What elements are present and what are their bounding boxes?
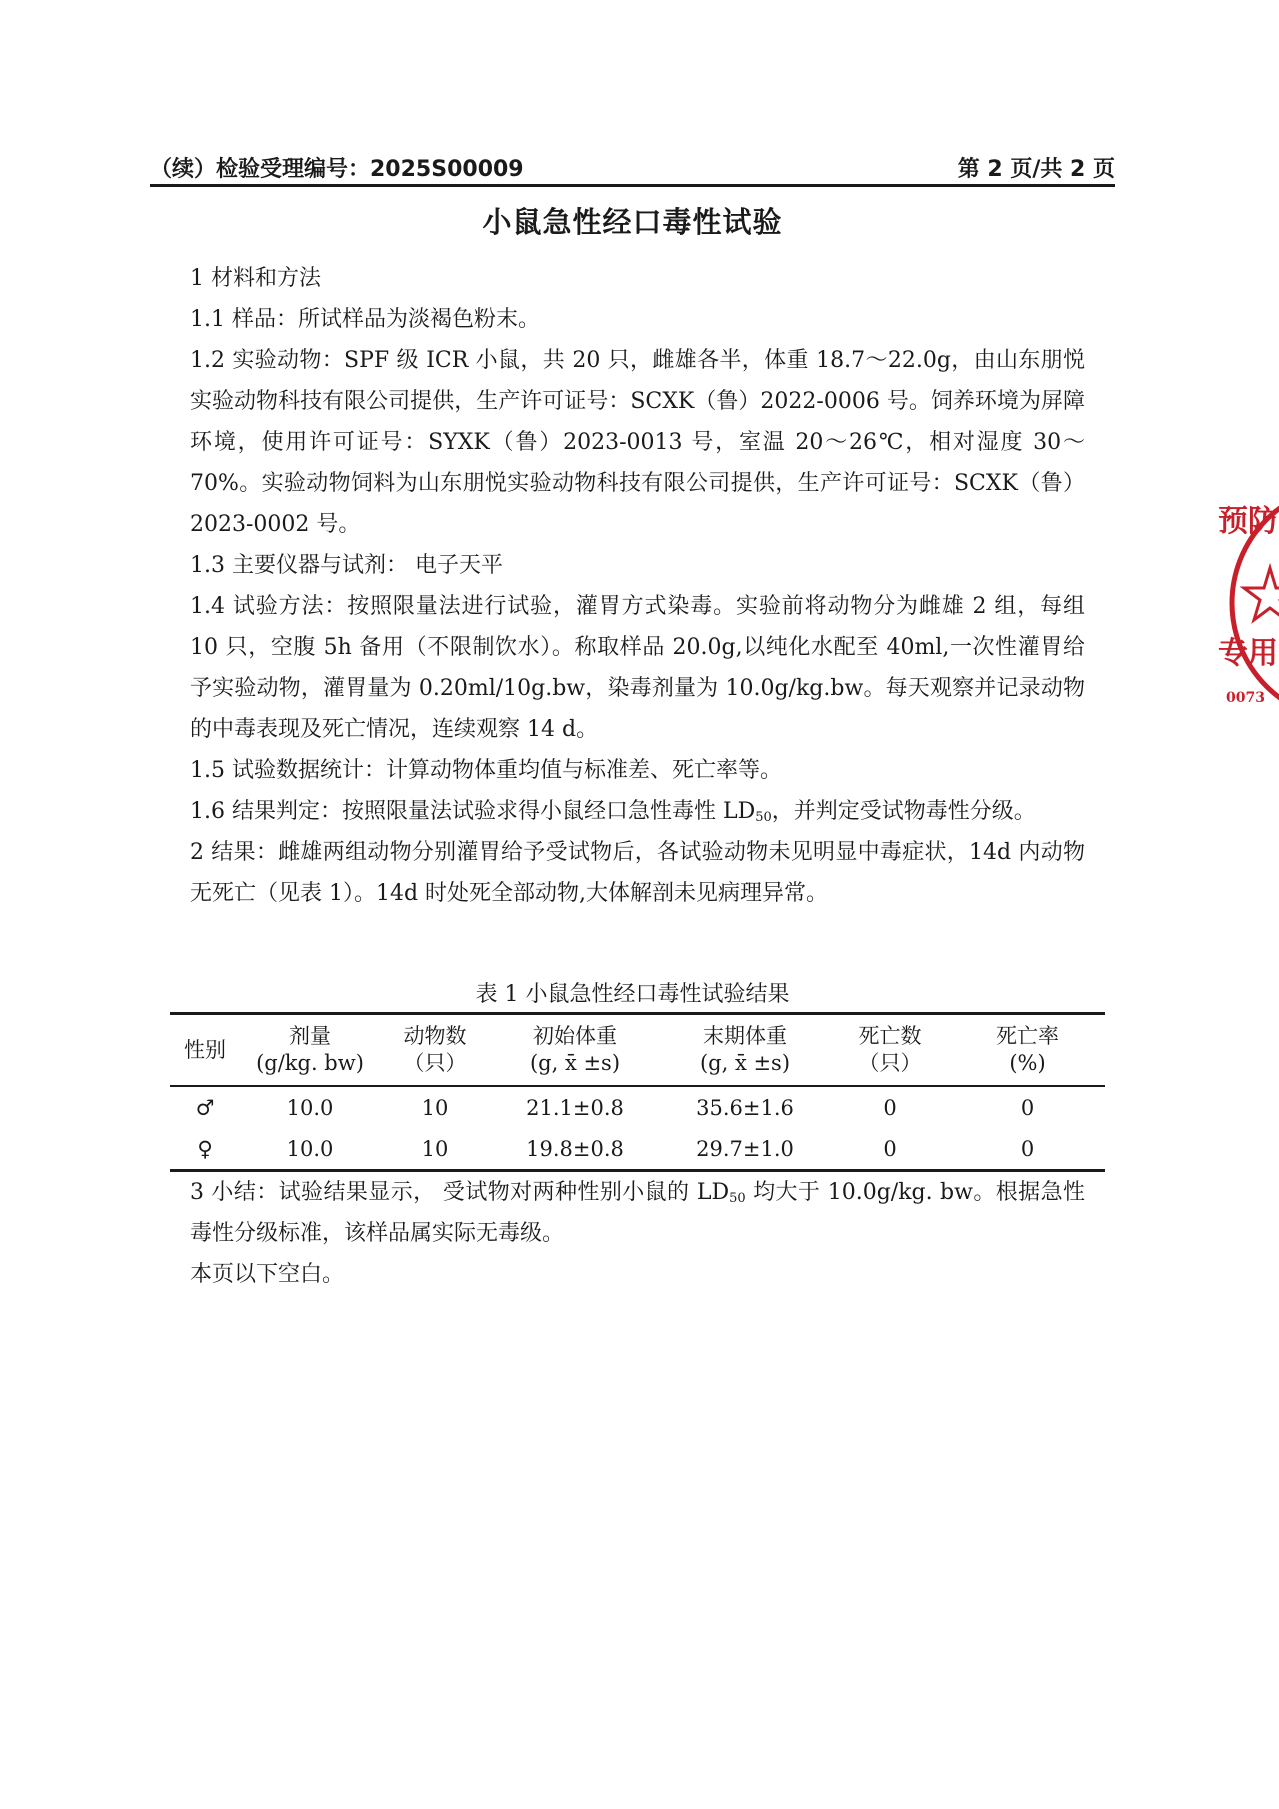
section-1-6-text-b: ，并判定受试物毒性分级。 bbox=[771, 799, 1036, 824]
summary-text-b: 均大于 10.0g/kg. bw。根据急性毒性分级标准，该样品属实际无毒级。 bbox=[190, 1180, 1086, 1246]
seal-text-top: 预防 bbox=[1218, 504, 1278, 539]
table-row-male bbox=[170, 1086, 1105, 1128]
acceptance-number: （续）检验受理编号：2025S00009 bbox=[150, 157, 524, 182]
section-1-heading: 1 材料和方法 bbox=[190, 266, 321, 291]
section-1-6 bbox=[190, 791, 1085, 832]
section-2-results: 2 结果：雌雄两组动物分别灌胃给予受试物后，各试验动物未见明显中毒症状，14d 内动物无死亡（见表 1）。14d 时处死全部动物,大体解剖未见病理异常。 bbox=[190, 840, 1085, 906]
official-seal-fragment bbox=[1200, 478, 1279, 728]
cell-mortality: 0 bbox=[950, 1128, 1105, 1171]
cell-deaths: 0 bbox=[883, 1095, 897, 1120]
report-body bbox=[190, 258, 1085, 914]
results-table bbox=[170, 1012, 1105, 1172]
summary-text-a: 3 小结：试验结果显示， 受试物对两种性别小鼠的 LD bbox=[190, 1180, 730, 1205]
cell-initial-weight: 19.8±0.8 bbox=[490, 1128, 660, 1171]
document-title: 小鼠急性经口毒性试验 bbox=[482, 205, 783, 239]
table-row-female bbox=[170, 1128, 1105, 1171]
ld-subscript: 50 bbox=[729, 1191, 746, 1206]
seal-text-mid: 专用 bbox=[1218, 636, 1278, 671]
header-animal-count: 动物数 （只） bbox=[380, 1014, 490, 1087]
cell-sex: ♀ bbox=[170, 1128, 240, 1171]
table-caption: 表 1 小鼠急性经口毒性试验结果 bbox=[475, 982, 790, 1007]
header-final-weight: 末期体重 (g, x̄ ±s) bbox=[660, 1014, 830, 1087]
header-deaths: 死亡数 （只） bbox=[830, 1014, 950, 1087]
cell-deaths: 0 bbox=[830, 1128, 950, 1171]
cell-dose: 10.0 bbox=[240, 1128, 380, 1171]
blank-below-note: 本页以下空白。 bbox=[190, 1262, 345, 1287]
cell-final-weight: 35.6±1.6 bbox=[696, 1095, 794, 1120]
section-1-5: 1.5 试验数据统计：计算动物体重均值与标准差、死亡率等。 bbox=[190, 758, 782, 783]
header-initial-weight: 初始体重 (g, x̄ ±s) bbox=[490, 1014, 660, 1087]
header-divider bbox=[150, 184, 1115, 187]
seal-number: 0073 bbox=[1226, 690, 1265, 706]
section-1-3: 1.3 主要仪器与试剂： 电子天平 bbox=[190, 553, 503, 578]
header-dose: 剂量 (g/kg. bw) bbox=[240, 1014, 380, 1087]
cell-sex: ♂ bbox=[195, 1095, 215, 1120]
cell-count: 10 bbox=[421, 1095, 449, 1120]
section-3-summary bbox=[190, 1172, 1085, 1254]
cell-dose: 10.0 bbox=[286, 1095, 334, 1120]
ld-subscript: 50 bbox=[755, 810, 772, 825]
conclusion-section bbox=[190, 1172, 1085, 1295]
cell-initial-weight: 21.1±0.8 bbox=[526, 1095, 624, 1120]
header-mortality: 死亡率 (%) bbox=[950, 1014, 1105, 1087]
section-1-2: 1.2 实验动物：SPF 级 ICR 小鼠，共 20 只，雌雄各半，体重 18.7～22.0g，由山东朋悦实验动物科技有限公司提供，生产许可证号：SCXK（鲁）2022-0006 号。饲养环境为屏障环境，使用许可证号：SYXK（鲁）2023-0013 号，室温 20～26℃，相对湿度 30～70%。实验动物饲料为山东朋悦实验动物科技有限公司提供，生产许可证号：SCXK（鲁）2023-0002 号。 bbox=[190, 348, 1085, 537]
header-sex: 性别 bbox=[170, 1014, 240, 1087]
cell-mortality: 0 bbox=[1020, 1095, 1035, 1120]
section-1-1: 1.1 样品：所试样品为淡褐色粉末。 bbox=[190, 307, 540, 332]
section-1-6-text-a: 1.6 结果判定：按照限量法试验求得小鼠经口急性毒性 LD bbox=[190, 799, 756, 824]
page-number: 第 2 页/共 2 页 bbox=[957, 157, 1115, 182]
cell-final-weight: 29.7±1.0 bbox=[660, 1128, 830, 1171]
table-header-row bbox=[170, 1014, 1105, 1087]
cell-count: 10 bbox=[380, 1128, 490, 1171]
page-header bbox=[150, 150, 1115, 184]
section-1-4: 1.4 试验方法：按照限量法进行试验，灌胃方式染毒。实验前将动物分为雌雄 2 组，每组 10 只，空腹 5h 备用（不限制饮水）。称取样品 20.0g,以纯化水配至 40ml,一次性灌胃给予实验动物，灌胃量为 0.20ml/10g.bw，染毒剂量为 10.0g/kg.bw。每天观察并记录动物的中毒表现及死亡情况，连续观察 14 d。 bbox=[190, 594, 1085, 742]
